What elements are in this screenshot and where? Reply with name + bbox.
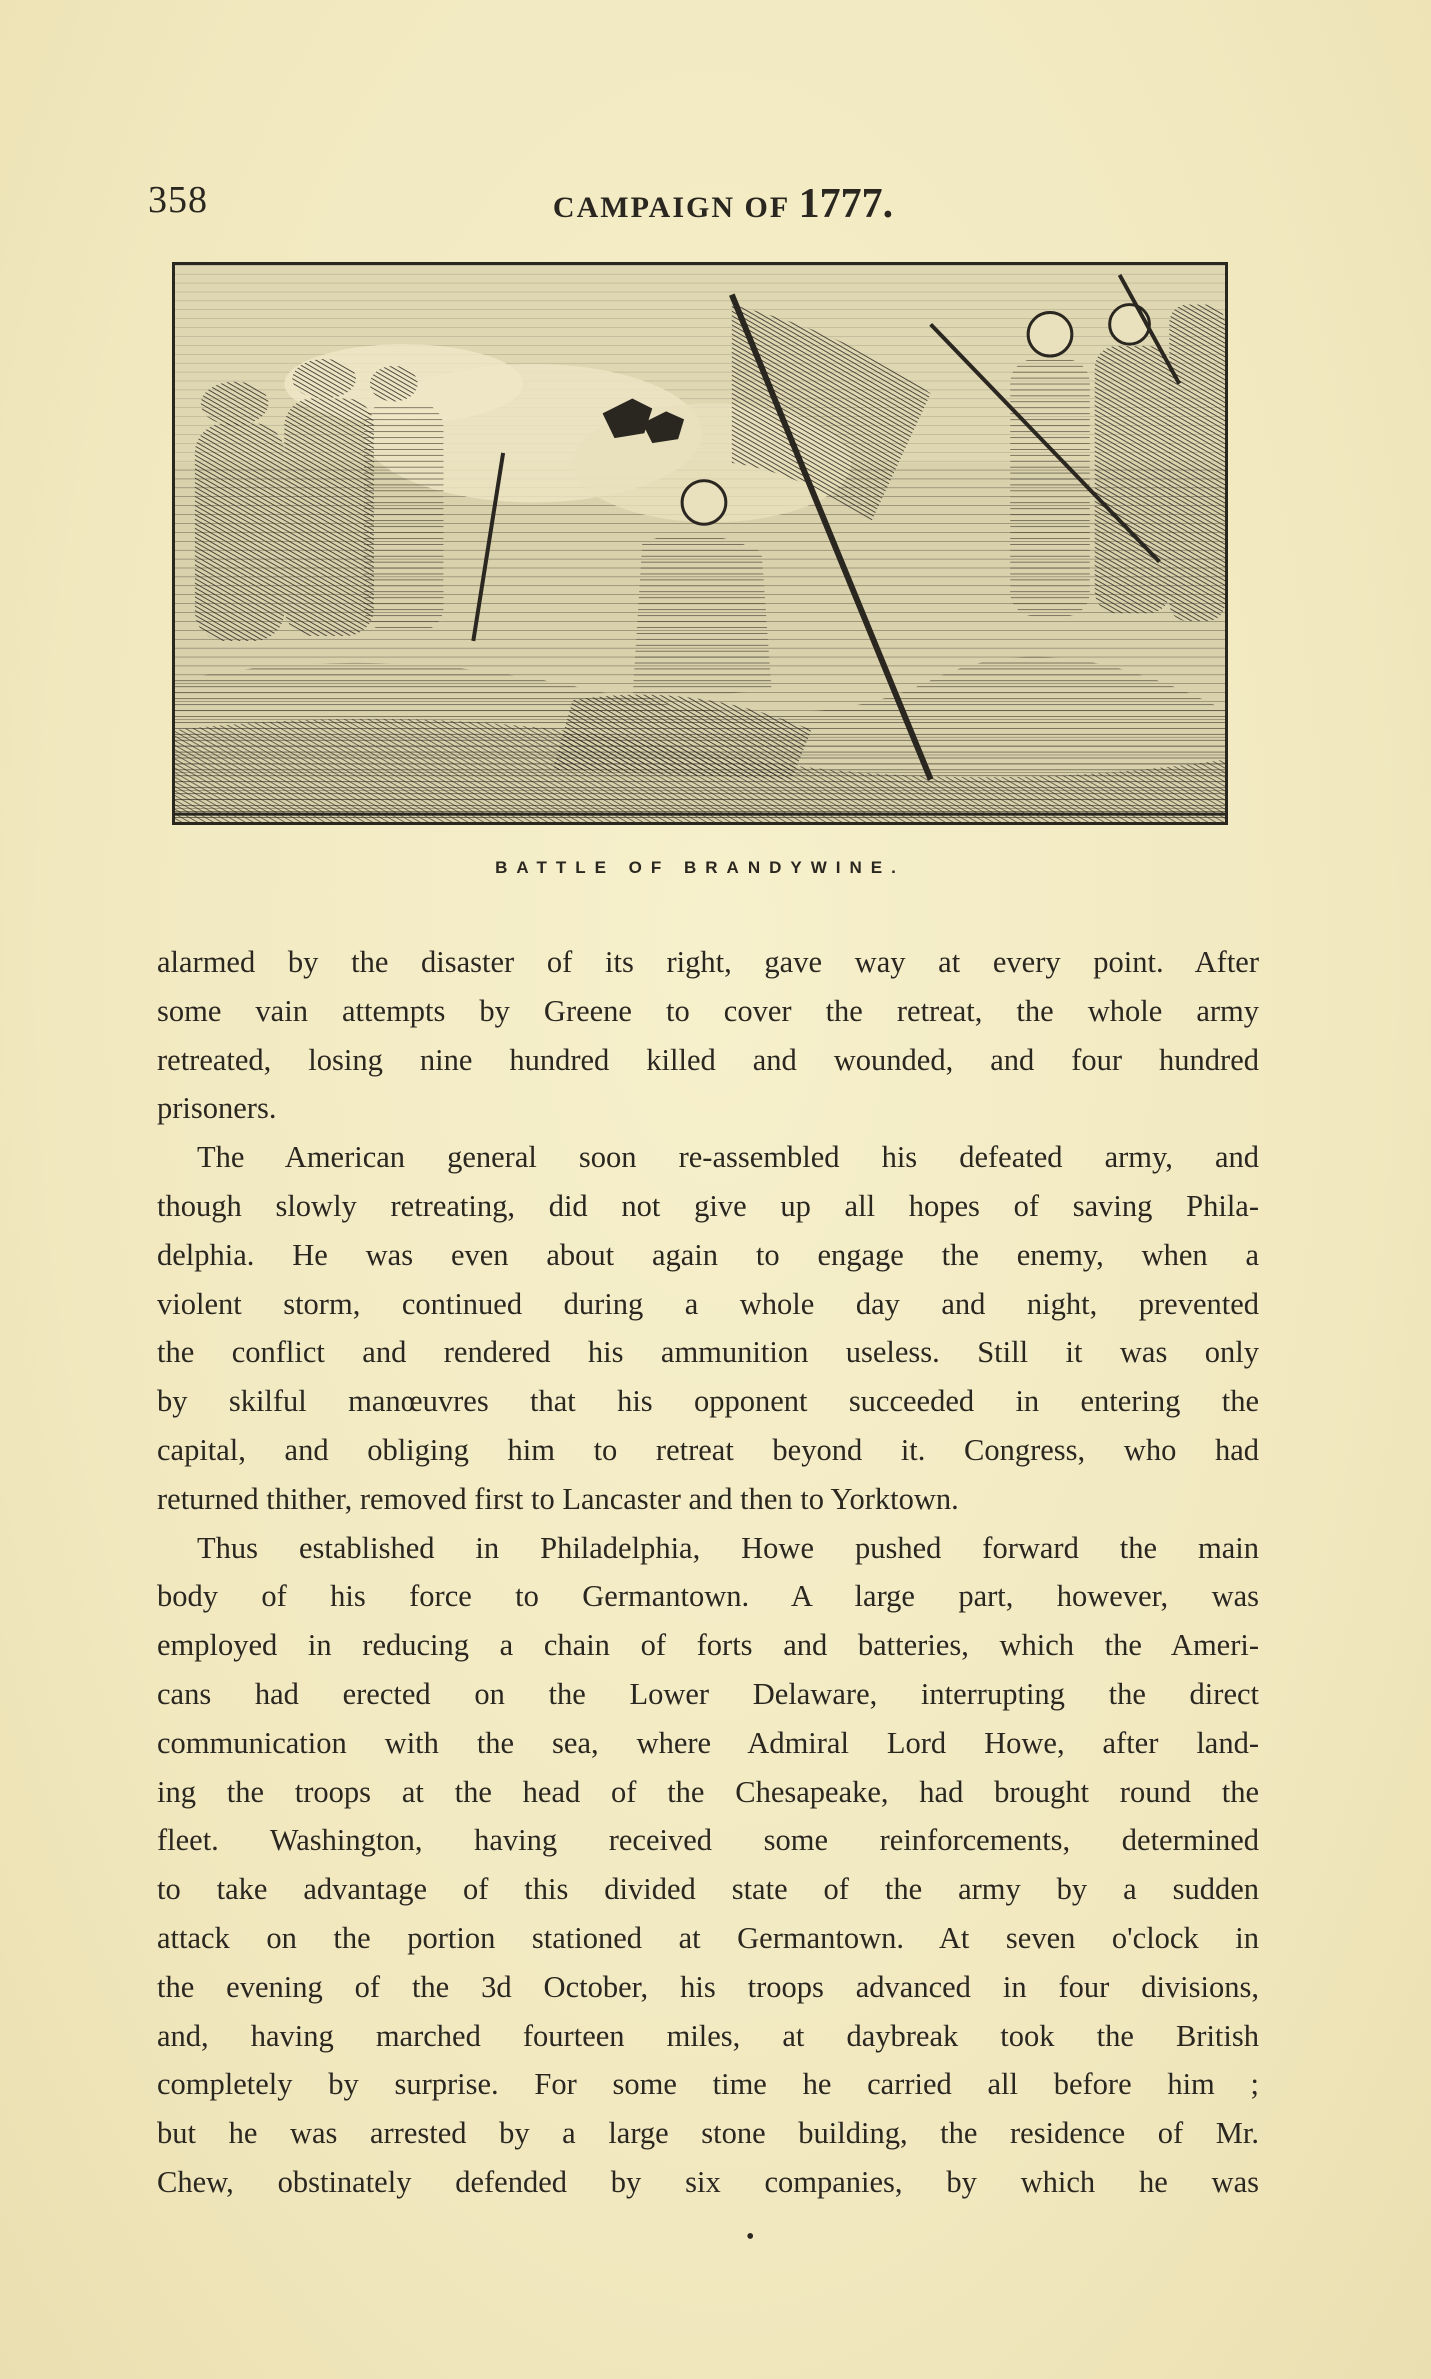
text-line: but he was arrested by a large stone building, the residence of Mr. (157, 2116, 1259, 2151)
engraving-picture (175, 265, 1225, 822)
text-line: by skilful manœuvres that his opponent succeeded in entering the (157, 1384, 1259, 1419)
text-line: delphia. He was even about again to engage the enemy, when a (157, 1237, 1259, 1272)
text-line: violent storm, continued during a whole day and night, prevented (157, 1286, 1259, 1321)
running-head-year: 1777. (798, 181, 894, 227)
running-head-text: CAMPAIGN OF (552, 191, 790, 224)
text-line: the conflict and rendered his ammunition useless. Still it was only (157, 1335, 1259, 1370)
text-line: employed in reducing a chain of forts and batteries, which the Ameri- (157, 1628, 1259, 1663)
text-line: returned thither, removed first to Lancaster and then to Yorktown. (157, 1481, 959, 1516)
text-line: retreated, losing nine hundred killed and wounded, and four hundred (157, 1042, 1259, 1077)
text-line: communication with the sea, where Admiral Lord Howe, after land- (157, 1725, 1259, 1760)
text-line: and, having marched fourteen miles, at daybreak took the British (157, 2018, 1259, 2053)
text-line: completely by surprise. For some time he carried all before him ; (157, 2067, 1259, 2102)
text-line: capital, and obliging him to retreat beyond it. Congress, who had (157, 1432, 1259, 1467)
text-line: ing the troops at the head of the Chesapeake, had brought round the (157, 1774, 1259, 1809)
text-line: alarmed by the disaster of its right, gave way at every point. After (157, 945, 1259, 979)
text-line: body of his force to Germantown. A large part, however, was (157, 1579, 1259, 1614)
page-number: 358 (148, 179, 208, 221)
text-line: attack on the portion stationed at Germantown. At seven o'clock in (157, 1920, 1259, 1955)
text-line: the evening of the 3d October, his troops advanced in four divisions, (157, 1969, 1259, 2004)
text-line: Thus established in Philadelphia, Howe pushed forward the main (197, 1530, 1259, 1565)
text-line: fleet. Washington, having received some reinforcements, determined (157, 1823, 1259, 1858)
page-header (148, 172, 1258, 232)
text-line: cans had erected on the Lower Delaware, interrupting the direct (157, 1676, 1259, 1711)
body-text (157, 938, 1259, 2207)
text-line: some vain attempts by Greene to cover the retreat, the whole army (157, 993, 1259, 1028)
text-line: Chew, obstinately defended by six companies, by which he was (157, 2164, 1259, 2199)
text-line: The American general soon re-assembled his defeated army, and (197, 1140, 1259, 1175)
battle-engraving (172, 262, 1228, 825)
footer-mark: • (746, 2224, 755, 2250)
text-line: prisoners. (157, 1091, 277, 1126)
text-line: to take advantage of this divided state of the army by a sudden (157, 1872, 1259, 1907)
text-line: though slowly retreating, did not give up all hopes of saving Phila- (157, 1188, 1259, 1223)
illustration-caption: BATTLE OF BRANDYWINE. (495, 858, 905, 877)
running-head (148, 180, 1258, 228)
